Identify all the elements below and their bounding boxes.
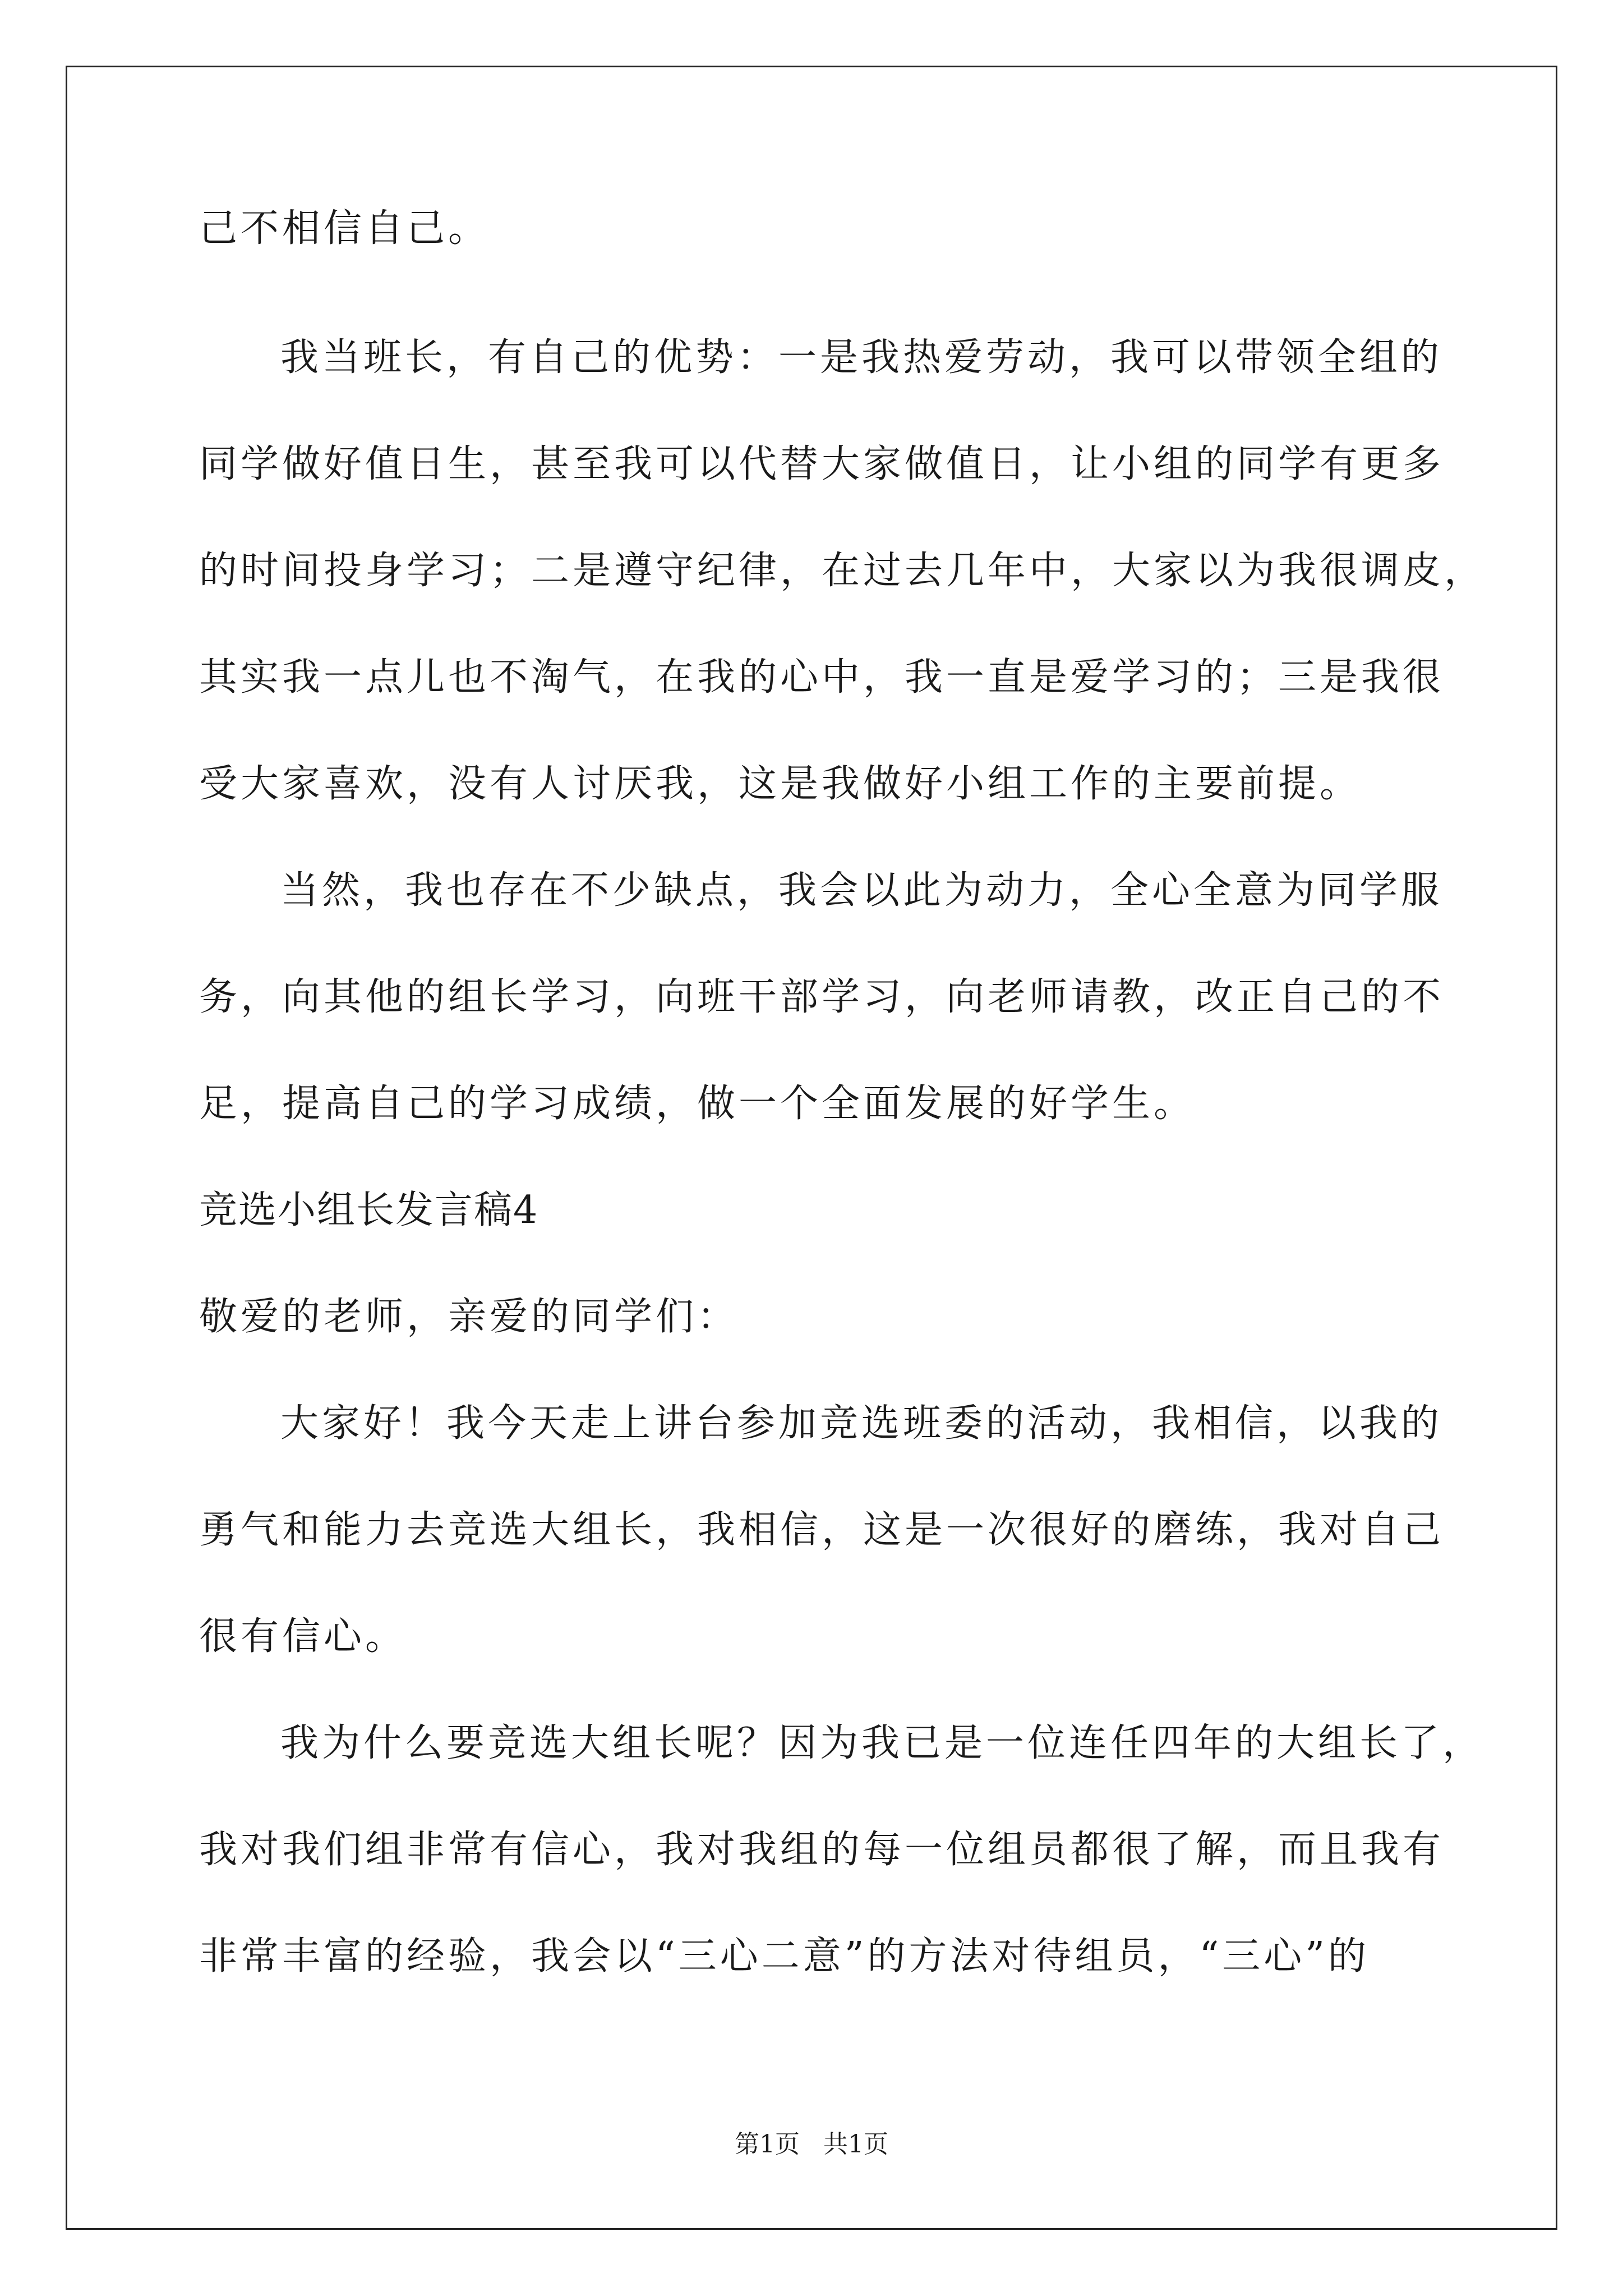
paragraph-line: 勇气和能力去竞选大组长，我相信，这是一次很好的磨练，我对自己 [199,1508,1445,1552]
paragraph-line: 的时间投身学习；二是遵守纪律，在过去几年中，大家以为我很调皮， [199,549,1486,593]
paragraph-line: 务，向其他的组长学习，向班干部学习，向老师请教，改正自己的不 [199,975,1445,1019]
page-border [66,66,1557,2230]
salutation: 敬爱的老师，亲爱的同学们： [199,1295,739,1339]
paragraph-line: 我为什么要竞选大组长呢？因为我已是一位连任四年的大组长了， [280,1721,1484,1765]
paragraph-line: 受大家喜欢，没有人讨厌我，这是我做好小组工作的主要前提。 [199,762,1362,806]
paragraph-line: 非常丰富的经验，我会以“三心二意”的方法对待组员，“三心”的 [199,1934,1370,1978]
paragraph-line: 其实我一点儿也不淘气，在我的心中，我一直是爱学习的；三是我很 [199,655,1445,700]
paragraph-line: 很有信心。 [199,1614,407,1659]
paragraph-line: 我当班长，有自己的优势：一是我热爱劳动，我可以带领全组的 [280,335,1443,380]
page-number-footer: 第1页 共1页 [735,2130,888,2159]
section-heading: 竞选小组长发言稿4 [199,1188,539,1232]
paragraph-line: 当然，我也存在不少缺点，我会以此为动力，全心全意为同学服 [280,868,1443,913]
paragraph-line: 足，提高自己的学习成绩，做一个全面发展的好学生。 [199,1082,1196,1126]
paragraph-line: 己不相信自己。 [199,206,490,251]
paragraph-line: 同学做好值日生，甚至我可以代替大家做值日，让小组的同学有更多 [199,442,1445,486]
paragraph-line: 大家好！我今天走上讲台参加竞选班委的活动，我相信，以我的 [280,1401,1443,1446]
paragraph-line: 我对我们组非常有信心，我对我组的每一位组员都很了解，而且我有 [199,1828,1445,1872]
